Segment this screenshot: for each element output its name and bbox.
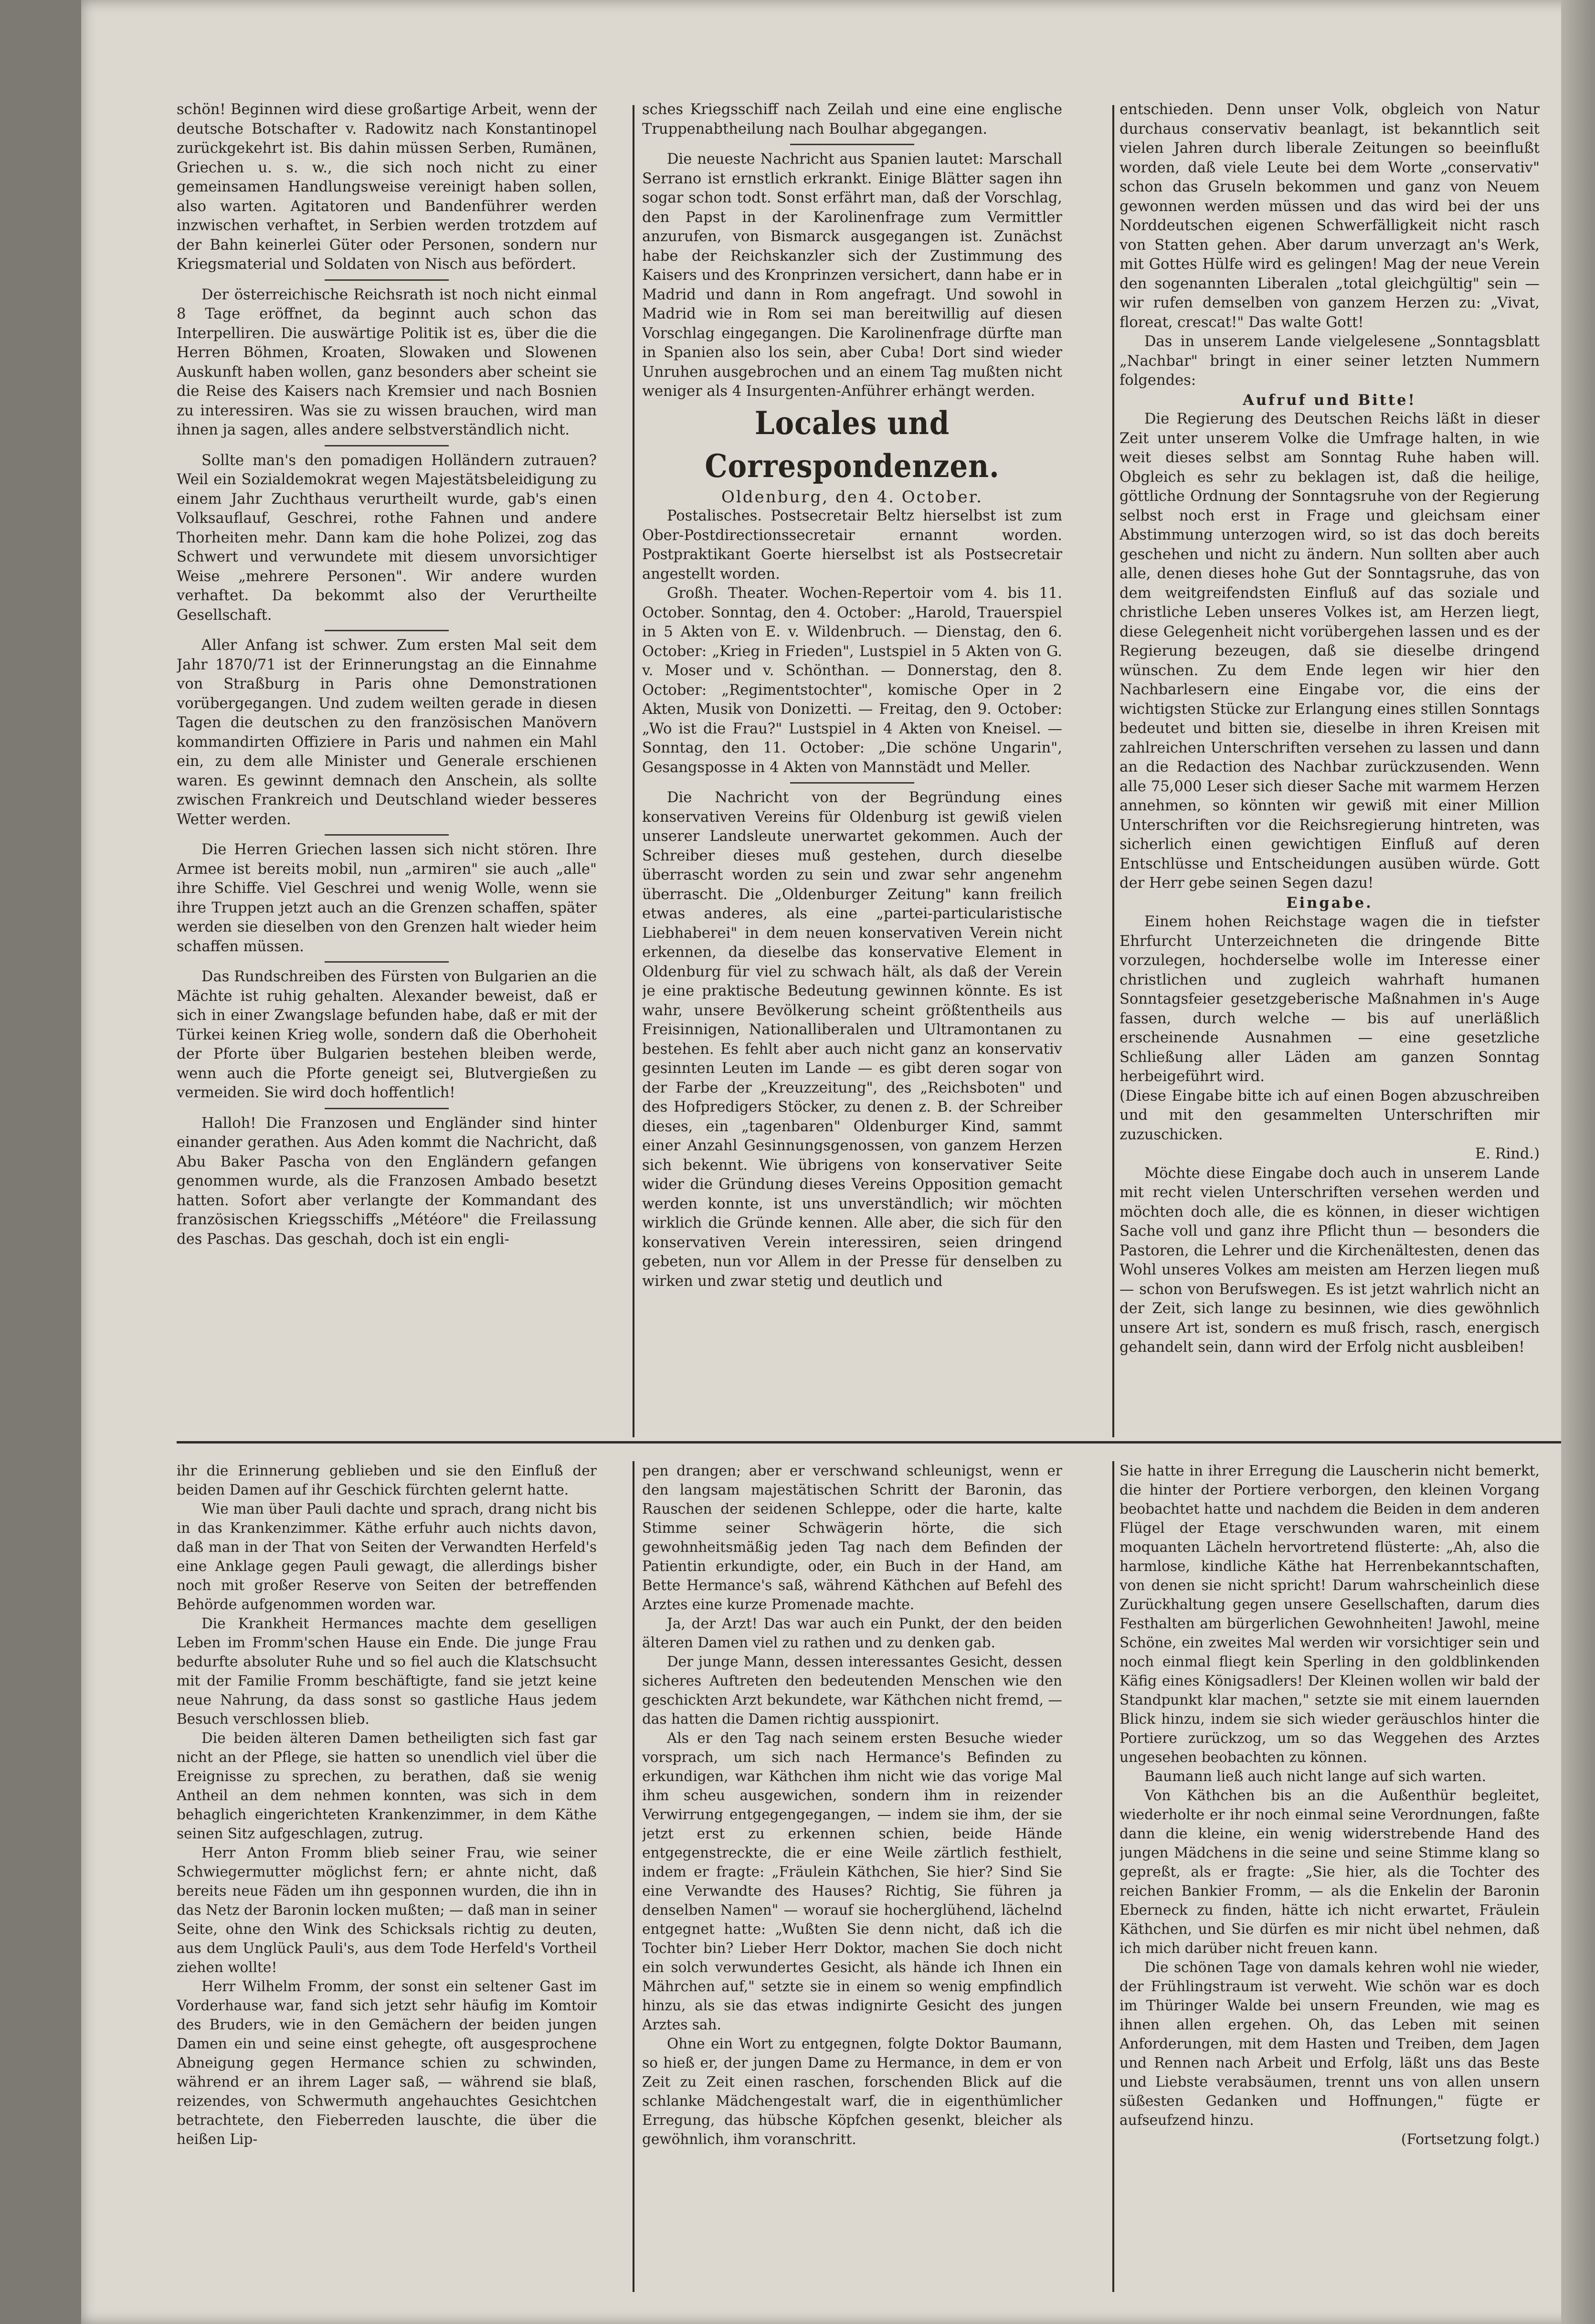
article-paragraph: Sie hatte in ihrer Erregung die Lauscherin nicht bemerkt, die hinter der Portiere verborgen, den kleinen Vorgang beobachtet hatte und nachdem die Beiden in dem anderen Flügel der Etage verschwunden waren, mit einem moquanten Lächeln hervortretend flüsterte: „Ah, also die harmlose, kindliche Käthe hat Herrenbekanntschaften, von denen sie nicht spricht! Darum wahrscheinlich diese Zurückhaltung gegen unsere Gesellschaften, darum dies Festhalten am bürgerlichen Gewohnheiten! Jawohl, meine Schöne, ein zweites Mal werden wir vorsichtiger sein und noch einmal fliegt kein Sperling in den goldblinkenden Käfig eines Königsadlers! Der Kleinen wollen wir bald der Standpunkt klar machen," setzte sie mit einem lauernden Blick hinzu, indem sie sich wieder geräuschlos hinter die Portiere zurückzog, um so das Weggehen des Arztes ungesehen beobachten zu können. [1120, 1463, 1540, 1765]
section-separator [325, 961, 449, 963]
article-paragraph: Die Regierung des Deutschen Reichs läßt in dieser Zeit unter unserem Volke die Umfrage halten, in wie weit dieses selbst am Sonntag Ruhe haben will. Obgleich es sehr zu beklagen ist, daß die heilige, göttliche Ordnung der Sonntagsruhe von der Regierung selbst noch erst in Frage und gleichsam einer Abstimmung unterzogen wird, so ist das doch bereits geschehen und nicht zu ändern. Nun sollten aber auch alle, denen dieses hohe Gut der Sonntagsruhe, das von dem weitgreifendsten Einfluß auf das soziale und christliche Leben unseres Volkes ist, am Herzen liegt, diese Gelegenheit nicht vorübergehen lassen und es der Regierung bezeugen, daß sie dieselbe dringend wünschen. Zu dem Ende legen wir hier den Nachbarlesern eine Eingabe vor, die eins der wichtigsten Stücke zur Erlangung eines stillen Sonntags bedeutet und bitten sie, dieselbe in ihren Kreisen mit zahlreichen Unterschriften versehen zu lassen und dann an die Redaction des Nachbar zurückzusenden. Wenn alle 75,000 Leser sich dieser Sache mit warmem Herzen annehmen, so könnten wir gewiß mit einer Million Unterschriften vor die Reichsregierung hintreten, was sicherlich einen gewichtigen Einfluß auf deren Entschlüsse und Entscheidungen ausüben würde. Gott der Herr gebe seinen Segen dazu! [1120, 411, 1540, 891]
section-separator [325, 1108, 449, 1109]
section-separator [790, 782, 914, 784]
section-separator [790, 144, 914, 145]
article-paragraph: Die beiden älteren Damen betheiligten sich fast gar nicht an der Pflege, sie hatten so unendlich viel über die Ereignisse zu sprechen, zu berathen, daß sie wenig Antheil an dem nehmen konnten, was sich in dem behaglich eingerichteten Krankenzimmer, in dem Käthe seinen Sitz aufgeschlagen, zutrug. [177, 1730, 597, 1842]
column-feuilleton-right [1120, 1461, 1540, 2292]
section-separator [325, 445, 449, 446]
article-paragraph: Die schönen Tage von damals kehren wohl nie wieder, der Frühlingstraum ist verweht. Wie schön war es doch im Thüringer Walde bei unsern Freunden, wie mag es ihnen allen ergehen. Oh, das Leben mit seinen Anforderungen, mit dem Hasten und Treiben, dem Jagen und Rennen nach Arbeit und Erfolg, läßt uns das Beste und Liebste verabsäumen, trennt uns von allen unsern süßesten Gedanken und Hoffnungen," fügte er aufseufzend hinzu. [1120, 1959, 1540, 2128]
article-paragraph: Herr Wilhelm Fromm, der sonst ein seltener Gast im Vorderhause war, fand sich jetzt sehr häufig im Komtoir des Bruders, wie in den Gemächern der beiden jungen Damen ein und seine einst gehegte, oft ausgesprochene Abneigung gegen Hermance schien zu schwinden, während er an ihrem Lager saß, — während sie blaß, reizendes, von Schwermuth angehauchtes Gesichtchen betrachtete, den Fieberreden lauschte, die über die heißen Lip- [177, 1978, 597, 2147]
page-edge [1561, 0, 1595, 2324]
subheading: Eingabe. [1286, 894, 1373, 912]
article-paragraph: Baumann ließ auch nicht lange auf sich warten. [1144, 1768, 1487, 1784]
article-paragraph: Wie man über Pauli dachte und sprach, drang nicht bis in das Krankenzimmer. Käthe erfuhr auch nichts davon, daß man in der That von Seiten der Verwandten Herfeld's eine Anklage gegen Pauli gewagt, die allerdings bisher noch mit großer Reserve von Seiten der betreffenden Behörde aufgenommen worden war. [177, 1501, 597, 1613]
subheading: Aufruf und Bitte! [1243, 391, 1416, 409]
article-paragraph: Die Nachricht von der Begründung eines konservativen Vereins für Oldenburg ist gewiß vielen unserer Landsleute unerwartet gekommen. Auch der Schreiber dieses muß gestehen, durch dieselbe überrascht worden zu sein und zwar sehr angenehm überrascht. Die „Oldenburger Zeitung" kann freilich etwas anderes, als eine „partei-particularistische Liebhaberei" in dem neuen konservativen Verein nicht erkennen, da dieselbe das konservative Element in Oldenburg für viel zu schwach hält, als daß der Verein je eine praktische Bedeutung gewinnen könnte. Es ist wahr, unsere Bevölkerung scheint größtentheils aus Freisinnigen, Nationalliberalen und Ultramontanen zu bestehen. Es fehlt aber auch nicht ganz an konservativ gesinnten Leuten im Lande — es gibt deren sogar von der Farbe der „Kreuzzeitung", des „Reichsboten" und des Hofpredigers Stöcker, zu denen z. B. der Schreiber dieses, ein „tagenbaren" Oldenburger Kind, sammt einer Anzahl Gesinnungsgenossen, von ganzem Herzen sich bekennt. Wie übrigens von konservativer Seite wider die Gründung dieses Vereins Opposition gemacht werden konnte, ist uns unverständlich; wir möchten wirklich die Gründe kennen. Alle aber, die sich für den konservativen Verein interessiren, seien dringend gebeten, nun vor Allem in der Presse für denselben zu wirken und zwar stetig und deutlich und [642, 789, 1062, 1290]
signature: (Fortsetzung folgt.) [1401, 2131, 1540, 2147]
article-paragraph: Ja, der Arzt! Das war auch ein Punkt, der den beiden älteren Damen viel zu rathen und zu denken gab. [642, 1615, 1062, 1651]
article-paragraph: Halloh! Die Franzosen und Engländer sind hinter einander gerathen. Aus Aden kommt die Nachricht, daß Abu Baker Pascha von den Engländern gefangen genommen wurde, als die Franzosen Ambado besetzt hatten. Sofort aber verlangte der Kommandant des französischen Kriegsschiffs „Météore" die Freilassung des Paschas. Das geschah, doch ist ein engli- [177, 1114, 597, 1248]
article-paragraph: Die Herren Griechen lassen sich nicht stören. Ihre Armee ist bereits mobil, nun „armiren" sie auch „alle" ihre Schiffe. Viel Geschrei und wenig Wolle, wenn sie ihre Truppen jetzt auch an die Grenzen schaffen, später werden sie dieselben von den Grenzen halt wieder heim schaffen müssen. [177, 841, 597, 955]
section-separator [325, 834, 449, 836]
signature: E. Rind.) [1475, 1146, 1540, 1162]
article-paragraph: Herr Anton Fromm blieb seiner Frau, wie seiner Schwiegermutter möglichst fern; er ahnte nicht, daß bereits neue Fäden um ihn gesponnen wurden, die ihn in das Netz der Baronin locken mußten; — daß man in seiner Seite, ohne den Wink des Schicksals richtig zu deuten, aus dem Unglück Pauli's, aus dem Tode Herfeld's Vortheil ziehen wollte! [177, 1845, 597, 1975]
column-rule [1112, 1461, 1114, 2292]
article-paragraph: entschieden. Denn unser Volk, obgleich von Natur durchaus conservativ beanlagt, ist bekanntlich seit vielen Jahren durch liberale Zeitungen so beeinflußt worden, daß viele Leute bei dem Worte „conservativ" schon das Gruseln bekommen und ganz von Neuem gewonnen werden müssen und das wird bei der uns Norddeutschen eigenen Schwerfälligkeit nicht rasch von Statten gehen. Aber darum unverzagt an's Werk, mit Gottes Hülfe wird es gelingen! Mag der neue Verein den sogenannten Liberalen „total gleichgültig" sein — wir rufen demselben von ganzem Herzen zu: „Vivat, floreat, crescat!" Das walte Gott! [1120, 101, 1540, 331]
article-paragraph: Großh. Theater. Wochen-Repertoir vom 4. bis 11. October. Sonntag, den 4. October: „Harold, Trauerspiel in 5 Akten von E. v. Wildenbruch. — Dienstag, den 6. October: „Krieg in Frieden", Lustspiel in 5 Akten von G. v. Moser und v. Schönthan. — Donnerstag, den 8. October: „Regimentstochter", komische Oper in 2 Akten, Musik von Donizetti. — Freitag, den 9. October: „Wo ist die Frau?" Lustspiel in 4 Akten von Kneisel. — Sonntag, den 11. October: „Die schöne Ungarin", Gesangsposse in 4 Akten von Mannstädt und Meller. [642, 585, 1062, 776]
feuilleton-divider [177, 1441, 1595, 1443]
column-rule [633, 1461, 634, 2292]
article-paragraph: Das in unserem Lande vielgelesene „Sonntagsblatt „Nachbar" bringt in einer seiner letzten Nummern folgendes: [1120, 333, 1540, 389]
article-paragraph: Postalisches. Postsecretair Beltz hierselbst ist zum Ober-Postdirectionssecretair ernannt worden. Postpraktikant Goerte hierselbst ist als Postsecretair angestellt worden. [642, 508, 1062, 583]
article-paragraph: Die Krankheit Hermances machte dem geselligen Leben im Fromm'schen Hause ein Ende. Die junge Frau bedurfte absoluter Ruhe und so fiel auch die Klatschsucht mit der Familie Fromm beschäftigte, fand sie jetzt keine neue Nahrung, da dass sonst so gastliche Haus jedem Besuch verschlossen blieb. [177, 1615, 597, 1727]
section-separator [325, 630, 449, 631]
dateline: Oldenburg, den 4. October. [721, 487, 983, 507]
column-rule [1112, 105, 1114, 1437]
article-paragraph: Das Rundschreiben des Fürsten von Bulgarien an die Mächte ist ruhig gehalten. Alexander beweist, daß er sich in einer Zwangslage befunden habe, daß er mit der Türkei keinen Krieg wolle, sondern daß die Oberhoheit der Pforte über Bulgarien bestehen bleiben werde, wenn auch die Pforte geneigt sei, Blutvergießen zu vermeiden. Sie wird doch hoffentlich! [177, 968, 597, 1101]
article-paragraph: Möchte diese Eingabe doch auch in unserem Lande mit recht vielen Unterschriften versehen werden und möchten doch alle, die es können, in dieser wichtigen Sache voll und ganz ihre Pflicht thun — besonders die Pastoren, die Lehrer und die Kirchenältesten, denen das Wohl unseres Volkes am meisten am Herzen liegen muß — schon von Berufswegen. Es ist jetzt wahrlich nicht an der Zeit, sich lange zu besinnen, wie dies gewöhnlich unsere Art ist, sondern es muß frisch, rasch, energisch gehandelt sein, dann wird der Erfolg nicht ausbleiben! [1120, 1165, 1540, 1356]
article-paragraph: Der österreichische Reichsrath ist noch nicht einmal 8 Tage eröffnet, da beginnt auch schon das Interpelliren. Die auswärtige Politik ist es, über die die Herren Böhmen, Kroaten, Slowaken und Slowenen Auskunft haben wollen, ganz besonders aber scheint sie die Reise des Kaisers nach Kremsier und nach Bosnien zu interessiren. Was sie zu wissen brauchen, wird man ihnen ja sagen, alles andere selbstverständlich nicht. [177, 286, 597, 438]
column-rule [633, 105, 634, 1437]
article-paragraph: ihr die Erinnerung geblieben und sie den Einfluß der beiden Damen auf ihr Geschick fürchten gelernt hatte. [177, 1463, 597, 1498]
section-separator [325, 279, 449, 281]
article-paragraph: Als er den Tag nach seinem ersten Besuche wieder vorsprach, um sich nach Hermance's Befinden zu erkundigen, war Käthchen ihm nicht wie das vorige Mal ihm scheu ausgewichen, sondern ihm in reizender Verwirrung entgegengegangen, — indem sie ihm, der sie jetzt erst zu erkennen schien, beide Hände entgegenstreckte, die er eine Weile zärtlich festhielt, indem er fragte: „Fräulein Käthchen, Sie hier? Sind Sie eine Verwandte des Hauses? Richtig, Sie führen ja denselben Namen" — worauf sie hocherglühend, lächelnd entgegnet hatte: „Wußten Sie denn nicht, daß ich die Tochter bin? Lieber Herr Doktor, machen Sie doch nicht ein solch verwundertes Gesicht, als hände ich Ihnen ein Mährchen auf," setzte sie in einem so wenig empfindlich hinzu, als sie das etwas indignirte Gesicht des jungen Arztes sah. [642, 1730, 1062, 2033]
article-paragraph: Die neueste Nachricht aus Spanien lautet: Marschall Serrano ist ernstlich erkrankt. Einige Blätter sagen ihn sogar schon todt. Sonst erfährt man, daß der Vorschlag, den Papst in der Karolinenfrage zum Vermittler anzurufen, von Bismarck ausgegangen ist. Zunächst habe der Reichskanzler sich der Zustimmung des Kaisers und des Kronprinzen versichert, dann habe er in Madrid und dann in Rom angefragt. Und sowohl in Madrid wie in Rom sei man bereitwillig auf diesen Vorschlag eingegangen. Die Karolinenfrage dürfte man in Spanien also los sein, aber Cuba! Dort sind wieder Unruhen ausgebrochen und an einem Tag mußten nicht weniger als 4 Insurgenten-Anführer erhängt werden. [642, 151, 1062, 400]
article-paragraph: Aller Anfang ist schwer. Zum ersten Mal seit dem Jahr 1870/71 ist der Erinnerungstag an die Einnahme von Straßburg in Paris ohne Demonstrationen vorübergegangen. Und zudem weilten gerade in diesen Tagen die deutschen zu den französischen Manövern kommandirten Offiziere in Paris und nahmen ein Mahl ein, zu dem alle Minister und Generale erschienen waren. Es gewinnt demnach den Anschein, als sollte zwischen Frankreich und Deutschland wieder besseres Wetter werden. [177, 637, 597, 828]
article-paragraph: Ohne ein Wort zu entgegnen, folgte Doktor Baumann, so hieß er, der jungen Dame zu Hermance, in dem er von Zeit zu Zeit einen raschen, forschenden Blick auf die schlanke Mädchengestalt warf, die in eigenthümlicher Erregung, das hübsche Köpfchen gesenkt, bleicher als gewöhnlich, ihm voranschritt. [642, 2036, 1062, 2147]
article-paragraph: Sollte man's den pomadigen Holländern zutrauen? Weil ein Sozialdemokrat wegen Majestätsbeleidigung zu einem Jahr Zuchthaus verurtheilt wurde, gab's einen Volksauflauf, Geschrei, rothe Fahnen und andere Thorheiten mehr. Dann kam die hohe Polizei, zog das Schwert und verwundete mit diesem unvorsichtiger Weise „mehrere Personen". Wir andere wurden verhaftet. Da bekommt also der Verurtheilte Gesellschaft. [177, 452, 597, 624]
article-paragraph: pen drangen; aber er verschwand schleunigst, wenn er den langsam majestätischen Schritt der Baronin, das Rauschen der seidenen Schleppe, oder die harte, kalte Stimme seiner Schwägerin hörte, die sich gewohnheitsmäßig jeden Tag nach dem Befinden der Patientin erkundigte, oder, ein Buch in der Hand, am Bette Hermance's saß, während Käthchen auf Befehl des Arztes eine kurze Promenade machte. [642, 1463, 1062, 1613]
article-paragraph: (Diese Eingabe bitte ich auf einen Bogen abzuschreiben und mit den gesammelten Unterschriften mir zuzuschicken. [1120, 1087, 1540, 1143]
section-heading: Locales und Correspondenzen. [705, 404, 1000, 485]
article-paragraph: sches Kriegsschiff nach Zeilah und eine eine englische Truppenabtheilung nach Boulhar abgegangen. [642, 101, 1062, 138]
column-feuilleton-left [177, 1461, 597, 2292]
column-top-left [177, 100, 597, 1433]
column-feuilleton-middle [642, 1461, 1062, 2292]
article-paragraph: Einem hohen Reichstage wagen die in tiefster Ehrfurcht Unterzeichneten die dringende Bitte vorzulegen, hochderselbe wolle im Interesse einer christlichen und zugleich wahrhaft humanen Sonntagsfeier gesetzgeberische Maßnahmen in's Auge fassen, durch welche — bis auf unerläßlich erscheinende Ausnahmen — eine gesetzliche Schließung aller Läden am ganzen Sonntag herbeigeführt wird. [1120, 913, 1540, 1085]
article-paragraph: schön! Beginnen wird diese großartige Arbeit, wenn der deutsche Botschafter v. Radowitz nach Konstantinopel zurückgekehrt ist. Bis dahin müssen Serben, Rumänen, Griechen u. s. w., die sich noch nicht zu einer gemeinsamen Handlungsweise vereinigt haben sollen, also warten. Agitatoren und Bandenführer werden inzwischen verhaftet, in Serbien werden trotzdem auf der Bahn keinerlei Güter oder Personen, sondern nur Kriegsmaterial und Soldaten von Nisch aus befördert. [177, 101, 597, 273]
article-paragraph: Der junge Mann, dessen interessantes Gesicht, dessen sicheres Auftreten den bedeutenden Menschen wie den geschickten Arzt bekundete, war Käthchen nicht fremd, — das hatten die Damen richtig ausspionirt. [642, 1654, 1062, 1727]
article-paragraph: Von Käthchen bis an die Außenthür begleitet, wiederholte er ihr noch einmal seine Verordnungen, faßte dann die kleine, ein wenig widerstrebende Hand des jungen Mädchens in die seine und seine Stimme klang so gepreßt, als er fragte: „Sie hier, als die Tochter des reichen Bankier Fromm, — als die Enkelin der Baronin Eberneck zu finden, hätte ich nicht erwartet, Fräulein Käthchen, und Sie dürfen es mir nicht übel nehmen, daß ich mich darüber nicht freuen kann. [1120, 1787, 1540, 1956]
column-top-right [1120, 100, 1540, 1433]
column-top-middle [642, 100, 1062, 1433]
newspaper-page [81, 0, 1580, 2324]
